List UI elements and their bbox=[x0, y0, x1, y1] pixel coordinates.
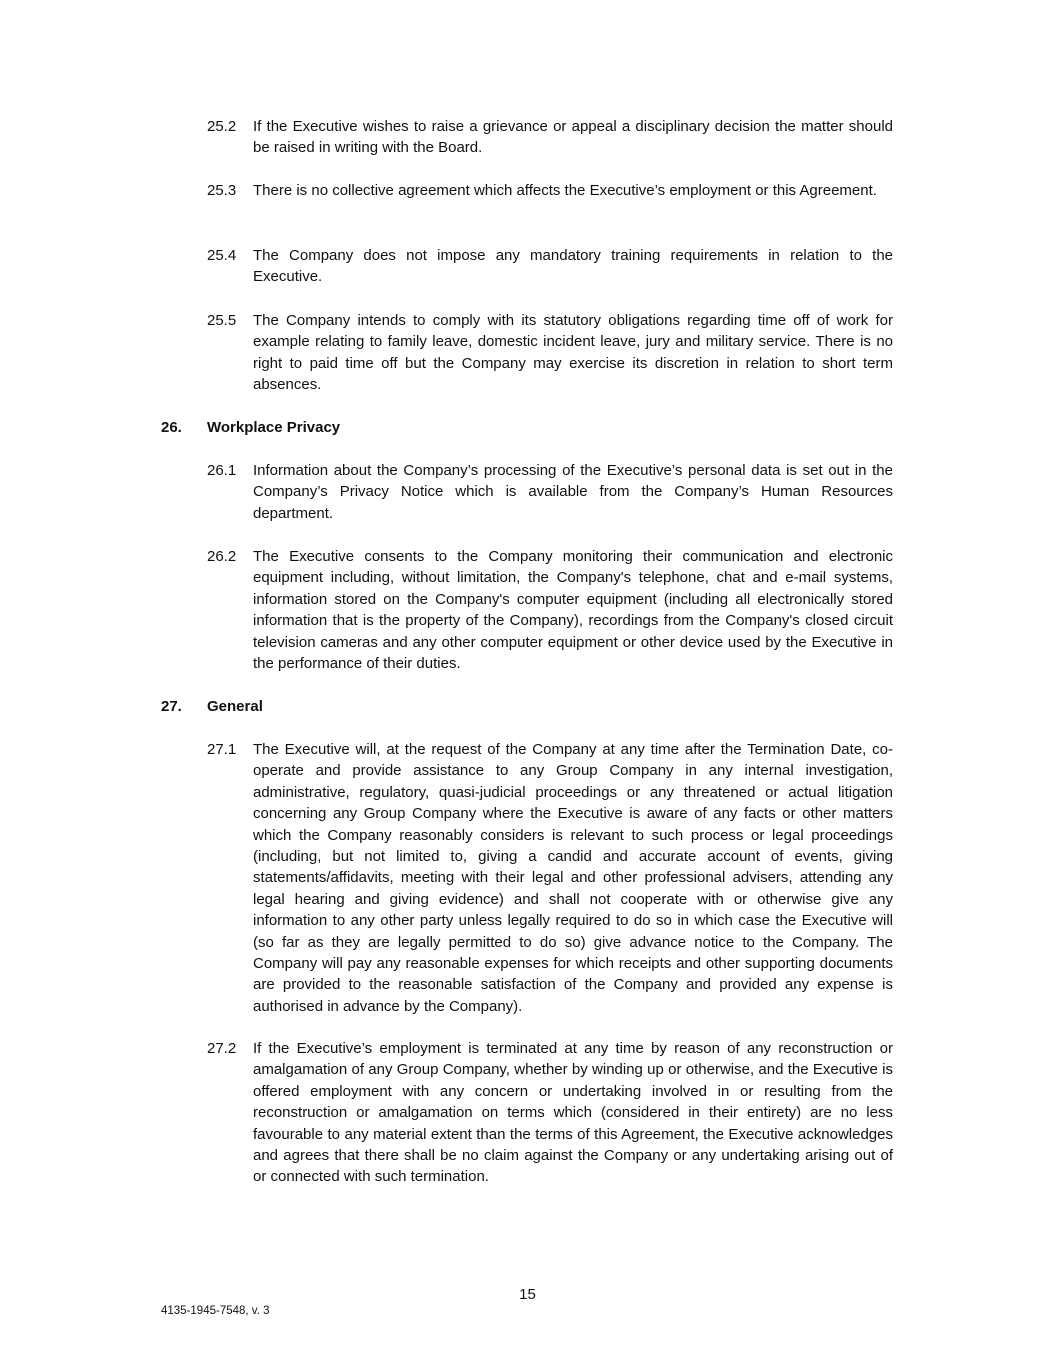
clause-text: The Company does not impose any mandatory training requirements in relation to the Executive. bbox=[253, 247, 893, 286]
clause-number: 26.2 bbox=[207, 548, 237, 565]
clause-number: 25.2 bbox=[207, 118, 237, 135]
document-reference: 4135-1945-7548, v. 3 bbox=[161, 1305, 270, 1317]
clause-text: The Executive will, at the request of the Company at any time after the Termination Date, co-operate and provide assistance to any Group Company in any internal investigation, administrative, regulatory, quasi-judicial proceedings or any threatened or actual litigation concerning any Group Company where the Executive is aware of any facts or other matters which the Company reasonably considers is relevant to such process or legal proceedings (including, but not limited to, giving a candid and accurate account of events, giving statements/affidavits, meeting with their legal and other professional advisers, attending any legal hearing and giving evidence) and shall not cooperate with or otherwise give any information to any other party unless legally required to do so in which case the Executive will (so far as they are legally permitted to do so) give advance notice to the Company. The Company will pay any reasonable expenses for which receipts and other supporting documents are provided to the reasonable satisfaction of the Company and provided any expense is authorised in advance by the Company). bbox=[253, 741, 893, 1015]
clause-number: 27.1 bbox=[207, 741, 237, 758]
clause-number: 25.4 bbox=[207, 247, 237, 264]
clause-text: The Executive consents to the Company monitoring their communication and electronic equipment including, without limitation, the Company's telephone, chat and e-mail systems, information stored on the Company's computer equipment (including all electronically stored information that is the property of the Company), recordings from the Company's closed circuit television cameras and any other computer equipment or other device used by the Executive in the performance of their duties. bbox=[253, 548, 893, 673]
section-title: Workplace Privacy bbox=[207, 419, 341, 436]
clause-text: If the Executive wishes to raise a grievance or appeal a disciplinary decision the matter should be raised in writing with the Board. bbox=[253, 118, 893, 157]
section-number: 26. bbox=[161, 419, 182, 436]
clause-text: The Company intends to comply with its statutory obligations regarding time off of work for example relating to family leave, domestic incident leave, jury and military service. There is no right to paid time off but the Company may exercise its discretion in relation to short term absences. bbox=[253, 312, 893, 394]
page-number: 15 bbox=[519, 1286, 536, 1303]
clause-25-2 bbox=[207, 116, 893, 159]
clause-27-1 bbox=[207, 739, 893, 1017]
clause-27-2 bbox=[207, 1038, 893, 1188]
clause-number: 25.5 bbox=[207, 312, 237, 329]
section-title: General bbox=[207, 698, 263, 715]
clause-26-1 bbox=[207, 460, 893, 524]
clause-text: There is no collective agreement which affects the Executive’s employment or this Agreement. bbox=[253, 182, 877, 199]
clause-25-5 bbox=[207, 310, 893, 396]
clause-text: If the Executive’s employment is terminated at any time by reason of any reconstruction or amalgamation of any Group Company, whether by winding up or otherwise, and the Executive is offered employment with any concern or undertaking involved in or resulting from the reconstruction or amalgamation on terms which (considered in their entirety) are no less favourable to any material extent than the terms of this Agreement, the Executive acknowledges and agrees that there shall be no claim against the Company or any undertaking arising out of or connected with such termination. bbox=[253, 1040, 893, 1186]
clause-number: 25.3 bbox=[207, 182, 237, 199]
clause-number: 27.2 bbox=[207, 1040, 237, 1057]
clause-25-4 bbox=[207, 245, 893, 288]
clause-text: Information about the Company’s processing of the Executive’s personal data is set out in the Company’s Privacy Notice which is available from the Company’s Human Resources department. bbox=[253, 462, 893, 522]
section-number: 27. bbox=[161, 698, 182, 715]
clause-number: 26.1 bbox=[207, 462, 237, 479]
clause-26-2 bbox=[207, 546, 893, 674]
clause-25-3 bbox=[207, 180, 893, 201]
